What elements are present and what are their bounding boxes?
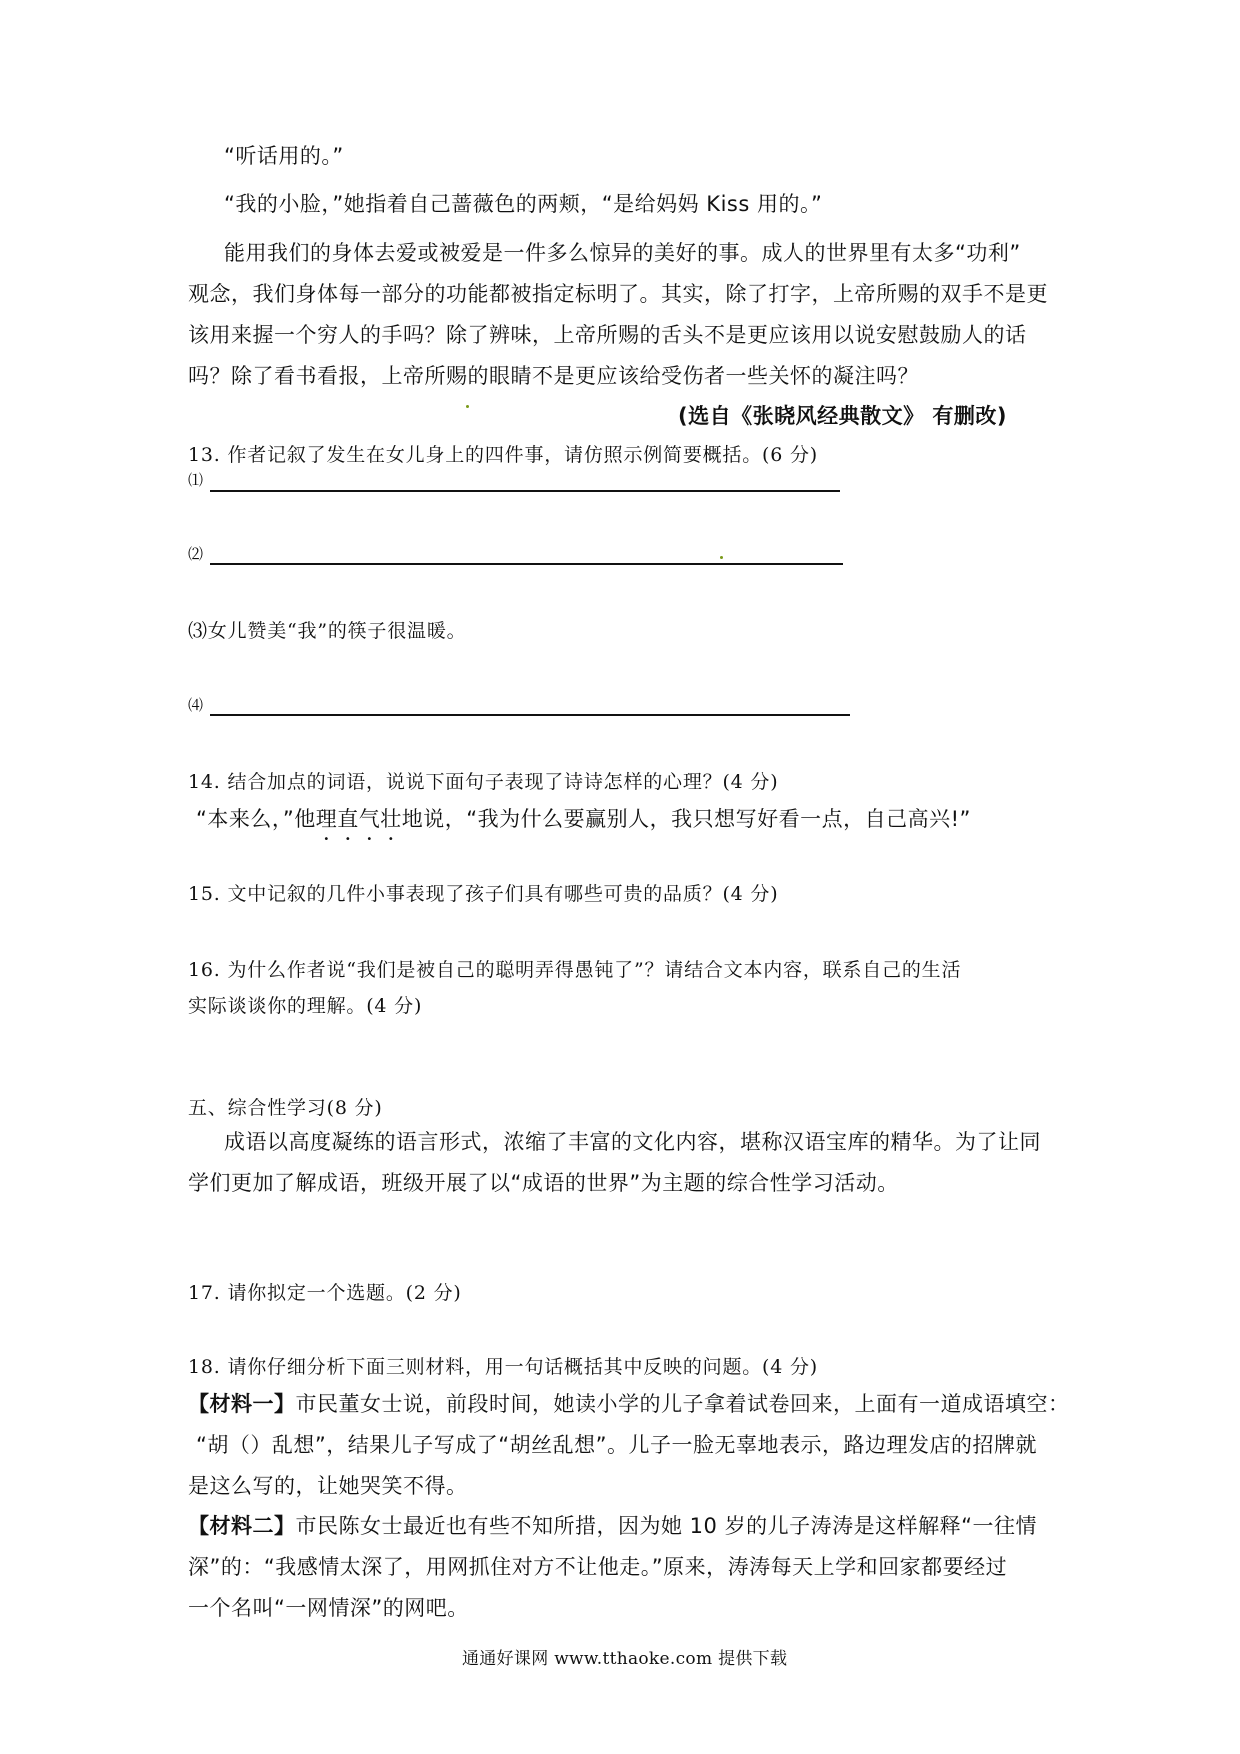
q18-material2-line-2: 深”的：“我感情太深了，用网抓住对方不让他走。”原来，涛涛每天上学和回家都要经过: [188, 1555, 1008, 1579]
q14-dotted-char: 直: [337, 807, 359, 831]
q18-material2-line-3: 一个名叫“一网情深”的网吧。: [188, 1596, 469, 1620]
q14-quote-before: “本来么，”他: [196, 807, 316, 831]
q14-dotted-char: 理: [315, 807, 338, 831]
q13-answer-line-2[interactable]: [210, 563, 843, 565]
q16-stem-line-1: 16. 为什么作者说“我们是被自己的聪明弄得愚钝了”？请结合文本内容，联系自己的生活: [188, 959, 962, 981]
scan-speck: [720, 556, 723, 559]
passage-line-1: “听话用的。”: [224, 144, 344, 168]
q14-stem: 14. 结合加点的词语，说说下面句子表现了诗诗怎样的心理？(4 分): [188, 771, 779, 793]
material2-text: 市民陈女士最近也有些不知所措，因为她 10 岁的儿子涛涛是这样解释“一往情: [295, 1514, 1037, 1538]
q13-item4-label: ⑷: [188, 696, 204, 714]
material2-label: 【材料二】: [188, 1514, 296, 1538]
q13-answer-line-1[interactable]: [210, 490, 840, 492]
section5-intro-line-1: 成语以高度凝练的语言形式，浓缩了丰富的文化内容，堪称汉语宝库的精华。为了让同: [224, 1130, 1041, 1154]
q15-stem: 15. 文中记叙的几件小事表现了孩子们具有哪些可贵的品质？(4 分): [188, 883, 779, 905]
material1-label: 【材料一】: [188, 1392, 296, 1416]
scan-speck: [466, 405, 469, 408]
q17-stem: 17. 请你拟定一个选题。(2 分): [188, 1282, 462, 1304]
q14-dotted-char: 气: [358, 807, 381, 831]
q18-material1-line-3: 是这么写的，让她哭笑不得。: [188, 1474, 468, 1498]
q13-stem: 13. 作者记叙了发生在女儿身上的四件事，请仿照示例简要概括。(6 分): [188, 444, 819, 466]
passage-source: (选自《张晓风经典散文》 有删改): [678, 404, 1008, 428]
q18-material1-line-1: [188, 1388, 1070, 1418]
section5-intro-line-2: 学们更加了解成语，班级开展了以“成语的世界”为主题的综合性学习活动。: [188, 1171, 899, 1195]
q13-item1-label: ⑴: [188, 471, 204, 489]
q14-quote-after: 地说，“我为什么要赢别人，我只想写好看一点，自己高兴!”: [401, 807, 971, 831]
q18-material2-line-1: [188, 1510, 1037, 1540]
q14-dotted-char: 壮: [380, 807, 402, 831]
page-footer: 通通好课网 www.tthaoke.com 提供下载: [462, 1649, 788, 1669]
passage-para-line-1: 能用我们的身体去爱或被爱是一件多么惊异的美好的事。成人的世界里有太多“功利”: [224, 241, 1021, 265]
material1-text: 市民董女士说，前段时间，她读小学的儿子拿着试卷回来，上面有一道成语填空：: [295, 1392, 1070, 1416]
q13-answer-line-4[interactable]: [210, 714, 850, 716]
passage-para-line-2: 观念，我们身体每一部分的功能都被指定标明了。其实，除了打字，上帝所赐的双手不是更: [188, 282, 1048, 306]
q16-stem-line-2: 实际谈谈你的理解。(4 分): [188, 995, 423, 1017]
q14-quote: [196, 803, 971, 833]
q18-material1-line-2: “胡（）乱想”，结果儿子写成了“胡丝乱想”。儿子一脸无辜地表示，路边理发店的招牌就: [196, 1433, 1038, 1457]
q13-item2-label: ⑵: [188, 545, 204, 563]
passage-line-2: “我的小脸，”她指着自己蔷薇色的两颊，“是给妈妈 Kiss 用的。”: [224, 192, 823, 216]
passage-para-line-3: 该用来握一个穷人的手吗？除了辨味，上帝所赐的舌头不是更应该用以说安慰鼓励人的话: [188, 323, 1027, 347]
q13-item3: ⑶女儿赞美“我”的筷子很温暖。: [188, 620, 467, 642]
passage-para-line-4: 吗？除了看书看报，上帝所赐的眼睛不是更应该给受伤者一些关怀的凝注吗？: [188, 364, 919, 388]
q18-stem: 18. 请你仔细分析下面三则材料，用一句话概括其中反映的问题。(4 分): [188, 1356, 819, 1378]
section5-title: 五、综合性学习(8 分): [188, 1097, 383, 1119]
